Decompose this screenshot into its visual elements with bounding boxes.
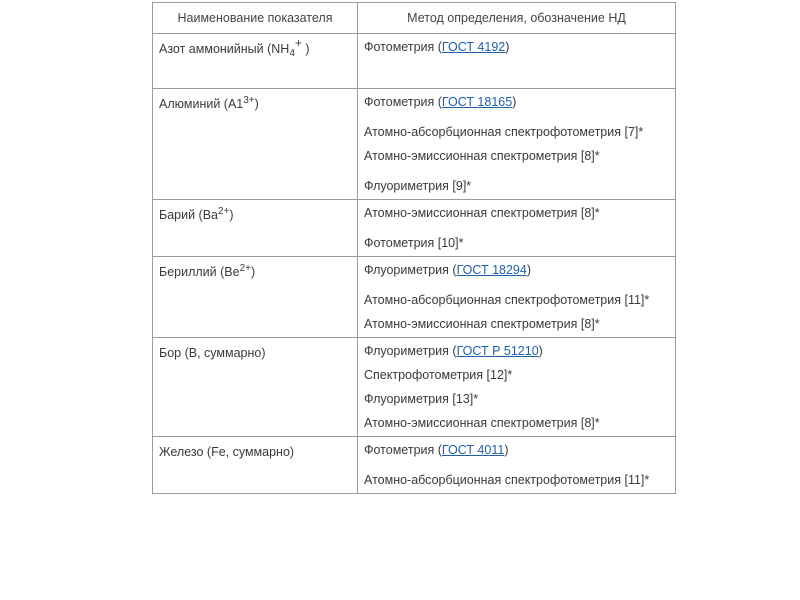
method-item: Фотометрия (ГОСТ 4011) xyxy=(364,443,509,457)
method-cell xyxy=(358,437,676,494)
method-item: Флуориметрия (ГОСТ 18294) xyxy=(364,263,532,277)
method-item: Атомно-абсорбционная спектрофотометрия [7]* xyxy=(364,125,644,139)
method-item: Атомно-эмиссионная спектрометрия [8]* xyxy=(364,149,600,163)
table-row xyxy=(153,34,676,89)
table-row xyxy=(153,89,676,200)
indicator-name-cell: Алюминий $(А1^{3+})$ xyxy=(153,89,358,200)
header-method: Метод определения, обозначение НД xyxy=(358,3,676,34)
table-row xyxy=(153,257,676,338)
method-item: Атомно-абсорбционная спектрофотометрия [11]* xyxy=(364,293,650,307)
method-item: Фотометрия (ГОСТ 4192) xyxy=(364,40,510,54)
table-row xyxy=(153,437,676,494)
method-item: Атомно-эмиссионная спектрометрия [8]* xyxy=(364,317,600,331)
method-item: Флуориметрия [9]* xyxy=(364,179,472,193)
method-item: Фотометрия (ГОСТ 18165) xyxy=(364,95,517,109)
indicators-table xyxy=(152,2,676,494)
method-cell xyxy=(358,34,676,89)
method-item: Атомно-эмиссионная спектрометрия [8]* xyxy=(364,416,600,430)
gost-link[interactable]: ГОСТ 18165 xyxy=(441,95,513,109)
method-item: Флуориметрия [13]* xyxy=(364,392,479,406)
method-cell xyxy=(358,89,676,200)
method-item: Атомно-абсорбционная спектрофотометрия [11]* xyxy=(364,473,650,487)
method-item: Спектрофотометрия [12]* xyxy=(364,368,513,382)
table-row xyxy=(153,338,676,437)
gost-link[interactable]: ГОСТ 4192 xyxy=(441,40,506,54)
gost-link[interactable]: ГОСТ 18294 xyxy=(456,263,527,277)
header-indicator-name: Наименование показателя xyxy=(153,3,358,34)
table-row xyxy=(153,200,676,257)
gost-link[interactable]: ГОСТ 4011 xyxy=(441,443,505,457)
indicator-name-cell: Бериллий $(Be^{2+})$ xyxy=(153,257,358,338)
method-cell xyxy=(358,257,676,338)
method-item: Флуориметрия (ГОСТ Р 51210) xyxy=(364,344,543,358)
indicator-name-cell: Бор (В, суммарно) xyxy=(153,338,358,437)
indicator-name-cell: Железо (Fe, суммарно) xyxy=(153,437,358,494)
indicator-name-cell: Азот аммонийный ($NH_4+$ ) xyxy=(153,34,358,89)
method-item: Атомно-эмиссионная спектрометрия [8]* xyxy=(364,206,600,220)
indicator-name-cell: Барий $(Ва^{2+})$ xyxy=(153,200,358,257)
method-cell xyxy=(358,200,676,257)
gost-link[interactable]: ГОСТ Р 51210 xyxy=(456,344,539,358)
method-item: Фотометрия [10]* xyxy=(364,236,464,250)
header-row xyxy=(153,3,676,34)
method-cell xyxy=(358,338,676,437)
